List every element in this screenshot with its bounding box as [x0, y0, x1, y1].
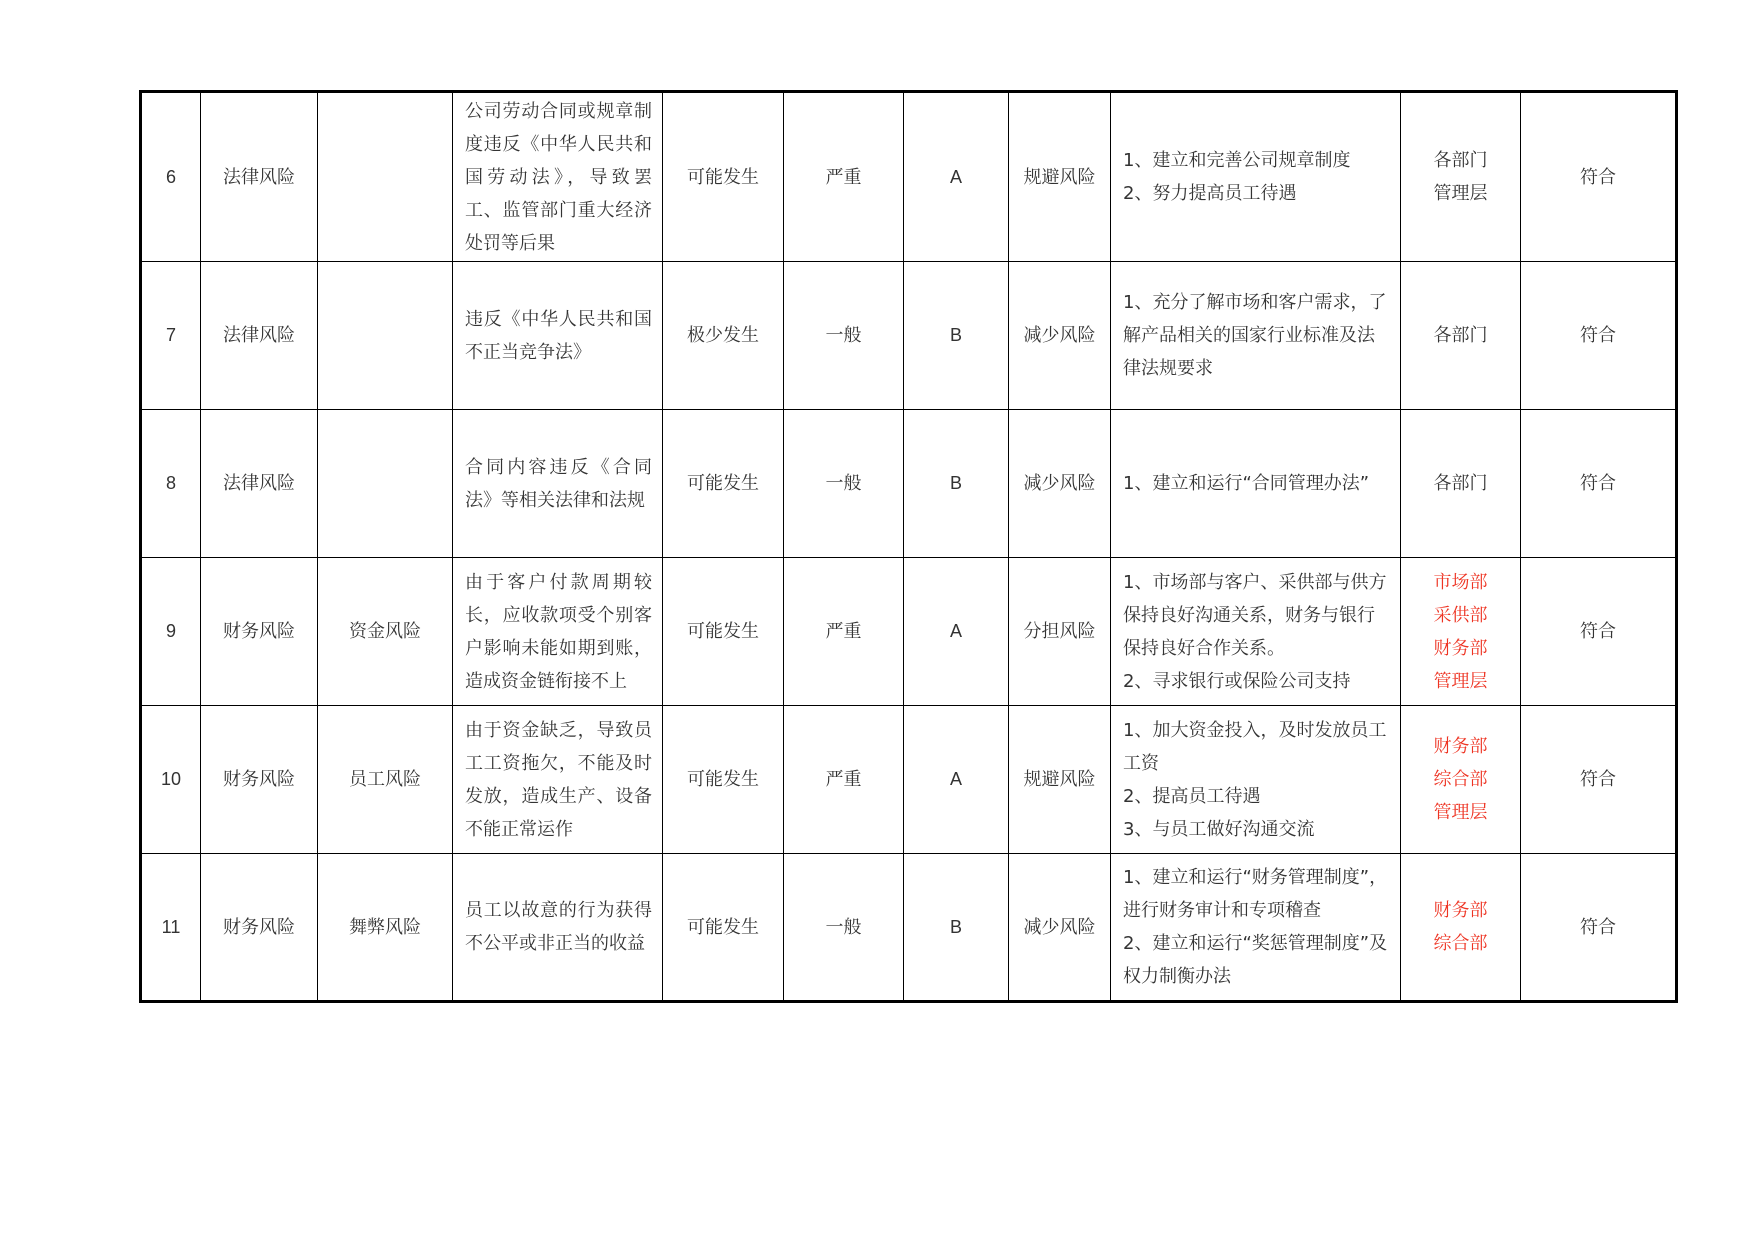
likelihood-cell: 可能发生 — [663, 92, 784, 262]
responsible-departments-cell — [1401, 92, 1521, 262]
responsible-departments-cell — [1401, 706, 1521, 854]
risk-subcategory-cell — [318, 410, 453, 558]
risk-subcategory-cell: 舞弊风险 — [318, 854, 453, 1002]
table-body — [141, 92, 1677, 1002]
likelihood-cell: 可能发生 — [663, 706, 784, 854]
response-strategy-cell: 分担风险 — [1009, 558, 1111, 706]
severity-cell: 一般 — [784, 410, 904, 558]
department-name: 财务部 — [1433, 900, 1488, 921]
risk-description-cell: 由于客户付款周期较长，应收款项受个别客户影响未能如期到账，造成资金链衔接不上 — [453, 558, 663, 706]
risk-grade-cell: A — [904, 92, 1009, 262]
risk-grade-cell: A — [904, 706, 1009, 854]
department-name: 财务部 — [1433, 736, 1488, 757]
department-name: 管理层 — [1433, 183, 1488, 204]
department-name: 管理层 — [1433, 670, 1488, 692]
control-measure-item: 1、建立和运行“财务管理制度”，进行财务审计和专项稽查 — [1123, 867, 1388, 921]
department-name: 综合部 — [1433, 769, 1488, 790]
risk-grade-cell: B — [904, 854, 1009, 1002]
severity-cell: 严重 — [784, 706, 904, 854]
table-row — [141, 558, 1677, 706]
likelihood-cell: 可能发生 — [663, 854, 784, 1002]
risk-grade-cell: B — [904, 262, 1009, 410]
control-measure-item: 2、努力提高员工待遇 — [1123, 183, 1297, 204]
control-measures-cell — [1111, 262, 1401, 410]
risk-subcategory-cell — [318, 92, 453, 262]
control-measure-item: 3、与员工做好沟通交流 — [1123, 818, 1315, 840]
control-measure-item: 1、建立和运行“合同管理办法” — [1123, 473, 1370, 494]
response-strategy-cell: 减少风险 — [1009, 410, 1111, 558]
risk-category-cell: 法律风险 — [201, 262, 318, 410]
risk-number-cell: 11 — [141, 854, 201, 1002]
control-measure-item: 1、市场部与客户、采供部与供方保持良好沟通关系，财务与银行保持良好合作关系。 — [1123, 571, 1387, 659]
evaluation-result-cell: 符合 — [1521, 706, 1677, 854]
likelihood-cell: 极少发生 — [663, 262, 784, 410]
severity-cell: 严重 — [784, 92, 904, 262]
department-name: 采供部 — [1433, 604, 1488, 626]
responsible-departments-cell — [1401, 558, 1521, 706]
risk-grade-cell: A — [904, 558, 1009, 706]
risk-category-cell: 法律风险 — [201, 410, 318, 558]
risk-number-cell: 9 — [141, 558, 201, 706]
control-measure-item: 1、建立和完善公司规章制度 — [1123, 150, 1351, 171]
risk-description-cell: 公司劳动合同或规章制度违反《中华人民共和国劳动法》，导致罢工、监管部门重大经济处罚等后果 — [453, 92, 663, 262]
severity-cell: 一般 — [784, 854, 904, 1002]
response-strategy-cell: 规避风险 — [1009, 92, 1111, 262]
likelihood-cell: 可能发生 — [663, 558, 784, 706]
control-measures-cell — [1111, 706, 1401, 854]
department-name: 各部门 — [1433, 325, 1488, 346]
department-name: 各部门 — [1433, 150, 1488, 171]
department-name: 各部门 — [1433, 473, 1488, 494]
department-name: 财务部 — [1433, 637, 1488, 659]
department-name: 管理层 — [1433, 802, 1488, 823]
response-strategy-cell: 减少风险 — [1009, 854, 1111, 1002]
table-row — [141, 262, 1677, 410]
response-strategy-cell: 规避风险 — [1009, 706, 1111, 854]
control-measures-cell — [1111, 558, 1401, 706]
department-name: 综合部 — [1433, 933, 1488, 954]
table-row — [141, 854, 1677, 1002]
risk-category-cell: 法律风险 — [201, 92, 318, 262]
risk-category-cell: 财务风险 — [201, 558, 318, 706]
risk-subcategory-cell: 资金风险 — [318, 558, 453, 706]
risk-description-cell: 合同内容违反《合同法》等相关法律和法规 — [453, 410, 663, 558]
evaluation-result-cell: 符合 — [1521, 558, 1677, 706]
risk-description-cell: 员工以故意的行为获得不公平或非正当的收益 — [453, 854, 663, 1002]
control-measures-cell — [1111, 410, 1401, 558]
risk-subcategory-cell — [318, 262, 453, 410]
risk-category-cell: 财务风险 — [201, 706, 318, 854]
control-measure-item: 2、建立和运行“奖惩管理制度”及权力制衡办法 — [1123, 933, 1388, 987]
department-name: 市场部 — [1433, 571, 1488, 593]
severity-cell: 严重 — [784, 558, 904, 706]
control-measure-item: 2、提高员工待遇 — [1123, 785, 1261, 807]
table-row — [141, 706, 1677, 854]
table-row — [141, 92, 1677, 262]
control-measure-item: 1、加大资金投入，及时发放员工工资 — [1123, 719, 1387, 774]
evaluation-result-cell: 符合 — [1521, 92, 1677, 262]
severity-cell: 一般 — [784, 262, 904, 410]
control-measure-item: 1、充分了解市场和客户需求，了解产品相关的国家行业标准及法律法规要求 — [1123, 292, 1387, 379]
control-measure-item: 2、寻求银行或保险公司支持 — [1123, 670, 1351, 692]
risk-assessment-table — [139, 90, 1678, 1003]
risk-description-cell: 违反《中华人民共和国不正当竞争法》 — [453, 262, 663, 410]
responsible-departments-cell — [1401, 854, 1521, 1002]
risk-number-cell: 10 — [141, 706, 201, 854]
risk-category-cell: 财务风险 — [201, 854, 318, 1002]
table-row — [141, 410, 1677, 558]
evaluation-result-cell: 符合 — [1521, 410, 1677, 558]
evaluation-result-cell: 符合 — [1521, 854, 1677, 1002]
control-measures-cell — [1111, 92, 1401, 262]
risk-number-cell: 6 — [141, 92, 201, 262]
responsible-departments-cell — [1401, 262, 1521, 410]
control-measures-cell — [1111, 854, 1401, 1002]
responsible-departments-cell — [1401, 410, 1521, 558]
risk-grade-cell: B — [904, 410, 1009, 558]
risk-number-cell: 8 — [141, 410, 201, 558]
likelihood-cell: 可能发生 — [663, 410, 784, 558]
response-strategy-cell: 减少风险 — [1009, 262, 1111, 410]
risk-number-cell: 7 — [141, 262, 201, 410]
evaluation-result-cell: 符合 — [1521, 262, 1677, 410]
risk-description-cell: 由于资金缺乏，导致员工工资拖欠，不能及时发放，造成生产、设备不能正常运作 — [453, 706, 663, 854]
risk-subcategory-cell: 员工风险 — [318, 706, 453, 854]
